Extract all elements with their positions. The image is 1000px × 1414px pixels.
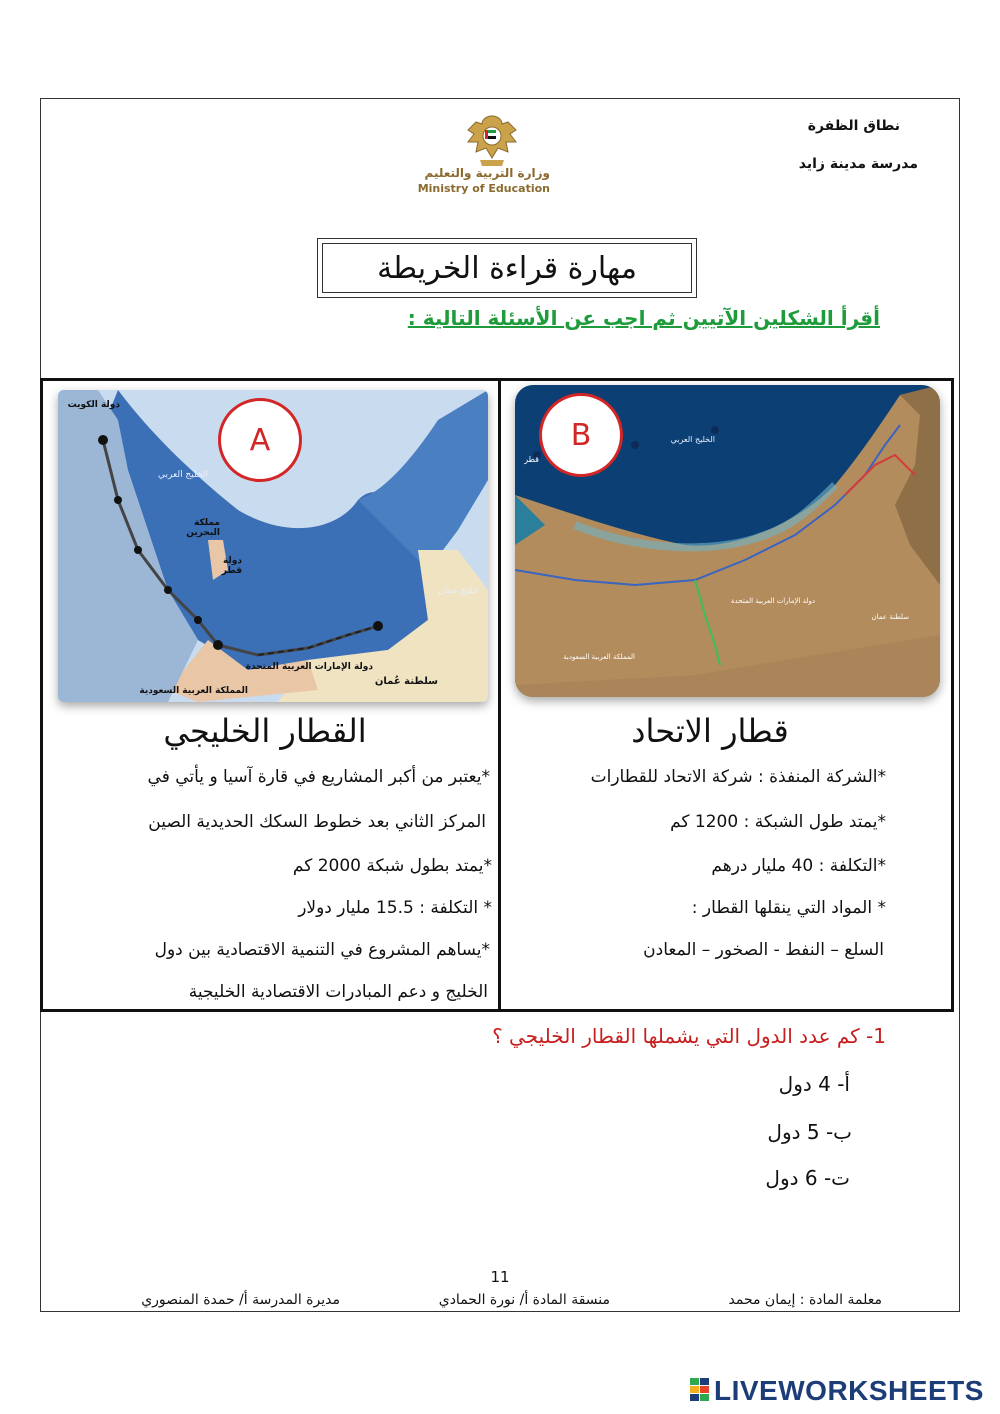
gulf-line-5: *يساهم المشروع في التنمية الاقتصادية بين دول xyxy=(154,940,490,960)
map-a-qatar-label: دولة قطر xyxy=(221,556,242,576)
etihad-rail-title: قطار الاتحاد xyxy=(631,712,789,750)
etihad-line-2: *يمتد طول الشبكة : 1200 كم xyxy=(670,812,886,832)
map-a-oman-label: سلطنة عُمان xyxy=(374,676,438,687)
map-a-saudi-label: المملكة العربية السعودية xyxy=(139,686,248,696)
gulf-line-4: * التكلفة : 15.5 مليار دولار xyxy=(298,898,492,918)
etihad-rail-map xyxy=(515,385,940,697)
map-a-kuwait-label: دولة الكويت xyxy=(67,400,120,410)
map-b-gulf-label: الخليج العربي xyxy=(670,435,715,444)
liveworksheets-brand[interactable]: LIVEWORKSHEETS xyxy=(714,1375,984,1406)
map-a-gulf-label: الخليج العربي xyxy=(158,470,208,480)
title-box xyxy=(317,238,697,298)
etihad-line-1: *الشركة المنفذة : شركة الاتحاد للقطارات xyxy=(590,767,886,787)
footer-coordinator: منسقة المادة أ/ نورة الحمادي xyxy=(438,1292,610,1308)
map-b-oman-label: سلطنة عمان xyxy=(871,613,909,621)
footer-principal: مديرة المدرسة أ/ حمدة المنصوري xyxy=(141,1292,340,1308)
gulf-railway-map xyxy=(58,390,488,702)
page-number: 11 xyxy=(490,1268,510,1286)
map-a-badge: A xyxy=(218,398,302,482)
map-b-uae-label: دولة الإمارات العربية المتحدة xyxy=(730,597,815,605)
footer-teacher: معلمة المادة : إيمان محمد xyxy=(728,1292,882,1308)
school-name: مدرسة مدينة زايد xyxy=(798,156,918,172)
etihad-line-4: * المواد التي ينقلها القطار : xyxy=(691,898,886,918)
map-a-bahrain-label: مملكة البحرين xyxy=(186,518,220,538)
option-a[interactable]: أ- 4 دول xyxy=(778,1072,850,1096)
map-b-qatar-label: قطر xyxy=(524,455,539,464)
gulf-line-3: *يمتد بطول شبكة 2000 كم xyxy=(292,856,492,876)
gulf-line-1: *يعتبر من أكبر المشاريع في قارة آسيا و يأتي في xyxy=(147,767,490,787)
gulf-railway-title: القطار الخليجي xyxy=(163,712,367,750)
etihad-line-5: السلع – النفط - الصخور – المعادن xyxy=(643,940,884,960)
map-b-saudi-label: المملكة العربية السعودية xyxy=(563,653,635,661)
question-text: 1- كم عدد الدول التي يشملها القطار الخليجي ؟ xyxy=(492,1024,886,1048)
instruction-text: أقرأ الشكلين الآتيين ثم اجب عن الأسئلة التالية : xyxy=(407,306,880,330)
map-b-badge: B xyxy=(539,393,623,477)
uae-emblem-icon xyxy=(462,112,522,170)
page-title: مهارة قراءة الخريطة xyxy=(322,243,692,293)
region-name: نطاق الظفرة xyxy=(807,118,900,134)
map-a-gulf-oman-label: خليج عمان xyxy=(438,586,478,596)
option-b[interactable]: ب- 5 دول xyxy=(767,1120,852,1144)
gulf-line-6: الخليج و دعم المبادرات الاقتصادية الخليجية xyxy=(188,982,488,1002)
option-c[interactable]: ت- 6 دول xyxy=(765,1166,850,1190)
section-divider xyxy=(498,381,501,1009)
liveworksheets-logo-icon xyxy=(690,1378,710,1402)
gulf-line-2: المركز الثاني بعد خطوط السكك الحديدية الصين xyxy=(148,812,486,832)
ministry-name-en: Ministry of Education xyxy=(417,182,550,195)
map-a-uae-label: دولة الإمارات العربية المتحدة xyxy=(245,662,373,672)
ministry-name-ar: وزارة التربية والتعليم xyxy=(424,166,550,180)
etihad-line-3: *التكلفة : 40 مليار درهم xyxy=(711,856,886,876)
